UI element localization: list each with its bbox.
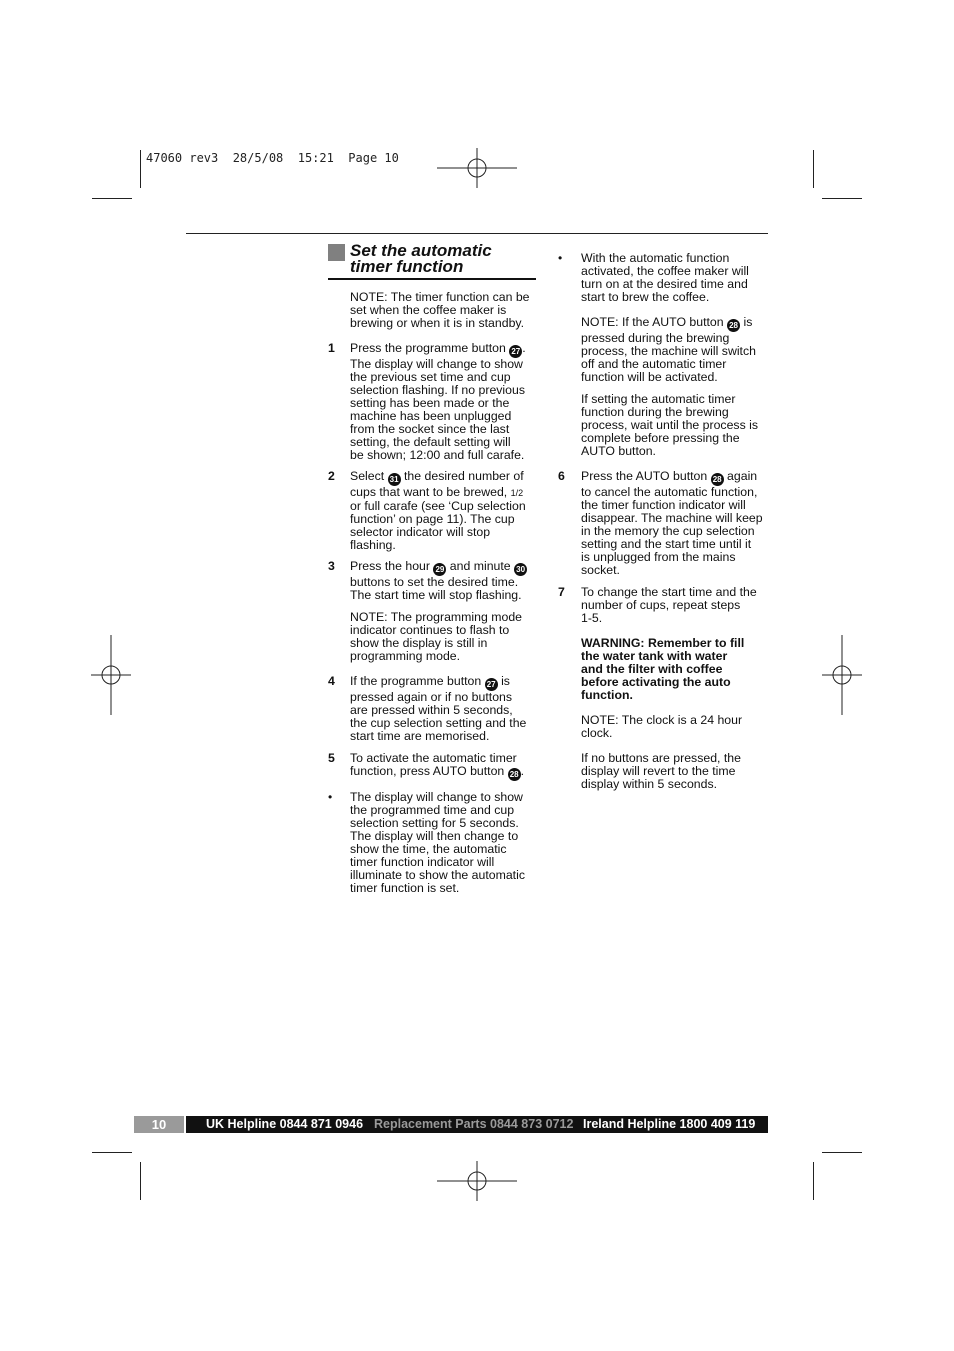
button-ref-badge: 27 xyxy=(485,678,498,691)
section-title-line2: timer function xyxy=(350,257,464,276)
section-title xyxy=(350,243,492,275)
step-number: 5 xyxy=(328,751,335,765)
step-number: 3 xyxy=(328,559,335,573)
step-4-text: If the programme button 27 is pressed again or if no buttons are pressed within 5 seconds, the cup selection setting and the start time are memorised. xyxy=(350,674,527,743)
button-ref-badge: 29 xyxy=(433,563,446,576)
title-rule xyxy=(328,278,536,280)
step-7-text: To change the start time and the number of cups, repeat steps 1-5. xyxy=(581,585,757,625)
section-title-line1: Set the automatic xyxy=(350,241,492,260)
step-3-text: Press the hour 29 and minute 30 buttons to set the desired time. The start time will stop flashing. xyxy=(350,560,527,602)
clock-note: NOTE: The clock is a 24 hour clock. xyxy=(581,713,743,740)
button-ref-badge: 30 xyxy=(514,563,527,576)
intro-note: NOTE: The timer function can be set when the coffee maker is brewing or when it is in standby. xyxy=(350,290,530,330)
print-slug: 47060 rev3 28/5/08 15:21 Page 10 xyxy=(146,151,399,165)
helpline-bar xyxy=(186,1116,768,1133)
step-5-text: To activate the automatic timer function, press AUTO button 28 . xyxy=(350,751,525,779)
registration-mark-right xyxy=(822,635,862,715)
header-rule xyxy=(186,233,768,234)
button-ref-badge: 28 xyxy=(508,768,521,781)
registration-mark-bottom xyxy=(437,1161,517,1201)
ireland-helpline: Ireland Helpline 1800 409 119 xyxy=(583,1117,756,1131)
step-6-text: Press the AUTO button 28 again to cancel the automatic function, the timer function indicator will disappear. The machine will keep in the memory the cup selection setting and the start time until it is unplugged from the mains socket. xyxy=(581,469,763,577)
step-number: 4 xyxy=(328,674,335,688)
button-ref-badge: 31 xyxy=(388,473,401,486)
registration-mark-left xyxy=(91,635,131,715)
warning-text: WARNING: Remember to fill the water tank with water and the filter with coffee before activating the auto function. xyxy=(581,636,745,702)
bullet-mark: • xyxy=(558,251,563,265)
button-ref-badge: 28 xyxy=(727,319,740,332)
uk-helpline: UK Helpline 0844 871 0946 xyxy=(206,1117,364,1131)
bullet-mark: • xyxy=(328,790,333,804)
step-number: 1 xyxy=(328,341,335,355)
section-marker xyxy=(328,244,345,261)
auto-note: NOTE: If the AUTO button 28 is pressed during the brewing process, the machine will switch off and the automatic timer function will be activated. xyxy=(581,315,756,384)
button-ref-badge: 27 xyxy=(509,345,522,358)
fraction: 1/2 xyxy=(510,488,524,498)
registration-mark-top xyxy=(437,148,517,188)
step-2-text: Select 31 the desired number of cups that want to be brewed, 1/2 or full carafe (see ‘Cup selection function’ on page 11). The cup selector indicator will stop flashing. xyxy=(350,469,526,552)
button-ref-badge: 28 xyxy=(711,473,724,486)
step-number: 7 xyxy=(558,585,565,599)
step-3-note: NOTE: The programming mode indicator continues to flash to show the display is still in programming mode. xyxy=(350,610,522,663)
page-number: 10 xyxy=(134,1116,184,1133)
bullet-text: The display will change to show the programmed time and cup selection setting for 5 seconds. The display will then change to show the time, the automatic timer function indicator will illuminate to show the automatic timer function is set. xyxy=(350,790,525,895)
replacement-parts: Replacement Parts 0844 873 0712 xyxy=(374,1117,574,1131)
step-number: 6 xyxy=(558,469,565,483)
timeout-paragraph: If no buttons are pressed, the display will revert to the time display within 5 seconds. xyxy=(581,751,741,791)
step-number: 2 xyxy=(328,469,335,483)
brewing-paragraph: If setting the automatic timer function during the brewing process, wait until the process is complete before pressing the AUTO button. xyxy=(581,392,759,458)
bullet-text: With the automatic function activated, the coffee maker will turn on at the desired time and start to brew the coffee. xyxy=(581,251,749,304)
step-1-text: Press the programme button 27 . The display will change to show the previous set time and cup selection flashing. If no previous setting has been made or the machine has been unplugged from the socket since the last setting, the default setting will be shown; 12:00 and full carafe. xyxy=(350,341,526,462)
